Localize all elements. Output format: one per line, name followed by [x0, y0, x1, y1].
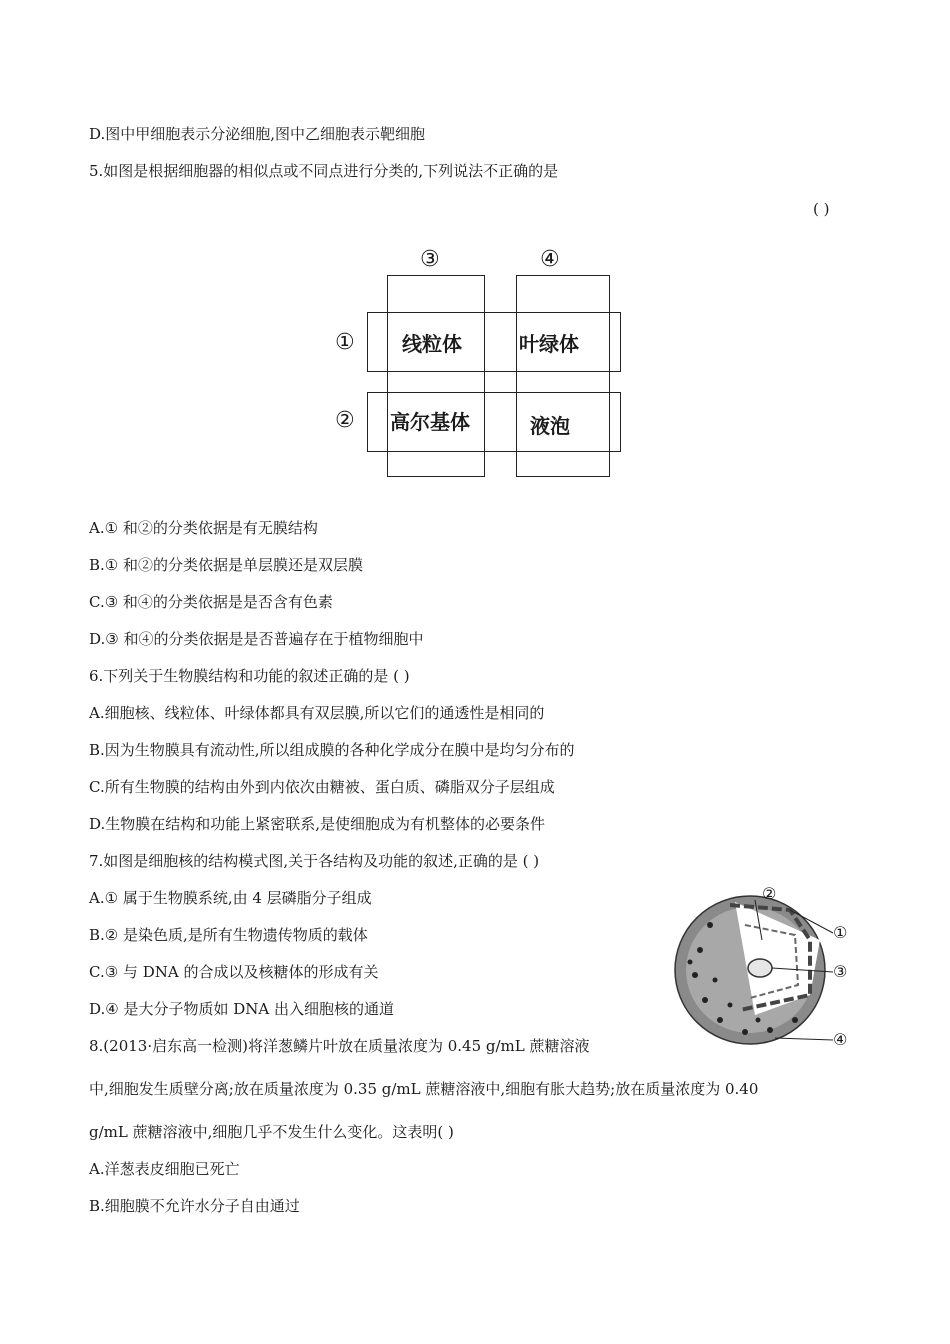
question-5: 5.如图是根据细胞器的相似点或不同点进行分类的,下列说法不正确的是 — [89, 162, 559, 180]
option-a: A.① 和②的分类依据是有无膜结构 — [89, 519, 318, 537]
question-8-line2: 中,细胞发生质壁分离;放在质量浓度为 0.35 g/mL 蔗糖溶液中,细胞有胀大趋势;放在质量浓度为 0.40 — [89, 1080, 759, 1098]
q7-option-d: D.④ 是大分子物质如 DNA 出入细胞核的通道 — [89, 1000, 394, 1018]
answer-paren: ( ) — [813, 200, 830, 218]
option-b: B.① 和②的分类依据是单层膜还是双层膜 — [89, 556, 364, 574]
option-c: C.③ 和④的分类依据是是否含有色素 — [89, 593, 333, 611]
cell-chloroplast: 叶绿体 — [519, 332, 579, 356]
label-1: ① — [335, 330, 355, 355]
question-7: 7.如图是细胞核的结构模式图,关于各结构及功能的叙述,正确的是 ( ) — [89, 852, 540, 870]
q6-option-b: B.因为生物膜具有流动性,所以组成膜的各种化学成分在膜中是均匀分布的 — [89, 741, 575, 759]
q8-option-a: A.洋葱表皮细胞已死亡 — [89, 1160, 240, 1178]
nucleus-label-3: ③ — [833, 962, 848, 981]
nucleus-label-2: ② — [762, 884, 777, 903]
organelle-classification-diagram — [330, 245, 630, 485]
nucleus-label-1: ① — [833, 923, 848, 942]
cell-mitochondria: 线粒体 — [402, 332, 462, 356]
q6-option-a: A.细胞核、线粒体、叶绿体都具有双层膜,所以它们的通透性是相同的 — [89, 704, 545, 722]
q7-option-c: C.③ 与 DNA 的合成以及核糖体的形成有关 — [89, 963, 379, 981]
label-3: ③ — [420, 247, 440, 272]
question-8-line1: 8.(2013·启东高一检测)将洋葱鳞片叶放在质量浓度为 0.45 g/mL 蔗糖溶液 — [89, 1037, 590, 1055]
nucleus-label-4: ④ — [833, 1030, 848, 1049]
q7-option-a: A.① 属于生物膜系统,由 4 层磷脂分子组成 — [89, 889, 372, 907]
option-d: D.③ 和④的分类依据是是否普遍存在于植物细胞中 — [89, 630, 424, 648]
q6-option-c: C.所有生物膜的结构由外到内依次由糖被、蛋白质、磷脂双分子层组成 — [89, 778, 555, 796]
option-d-prev: D.图中甲细胞表示分泌细胞,图中乙细胞表示靶细胞 — [89, 125, 426, 143]
question-8-line3: g/mL 蔗糖溶液中,细胞几乎不发生什么变化。这表明( ) — [89, 1123, 454, 1141]
label-4: ④ — [540, 247, 560, 272]
cell-golgi: 高尔基体 — [390, 410, 470, 434]
nucleus-diagram — [670, 880, 870, 1055]
question-6: 6.下列关于生物膜结构和功能的叙述正确的是 ( ) — [89, 667, 410, 685]
q8-option-b: B.细胞膜不允许水分子自由通过 — [89, 1197, 300, 1215]
q6-option-d: D.生物膜在结构和功能上紧密联系,是使细胞成为有机整体的必要条件 — [89, 815, 546, 833]
cell-vacuole: 液泡 — [530, 414, 570, 438]
label-2: ② — [335, 408, 355, 433]
q7-option-b: B.② 是染色质,是所有生物遗传物质的载体 — [89, 926, 368, 944]
